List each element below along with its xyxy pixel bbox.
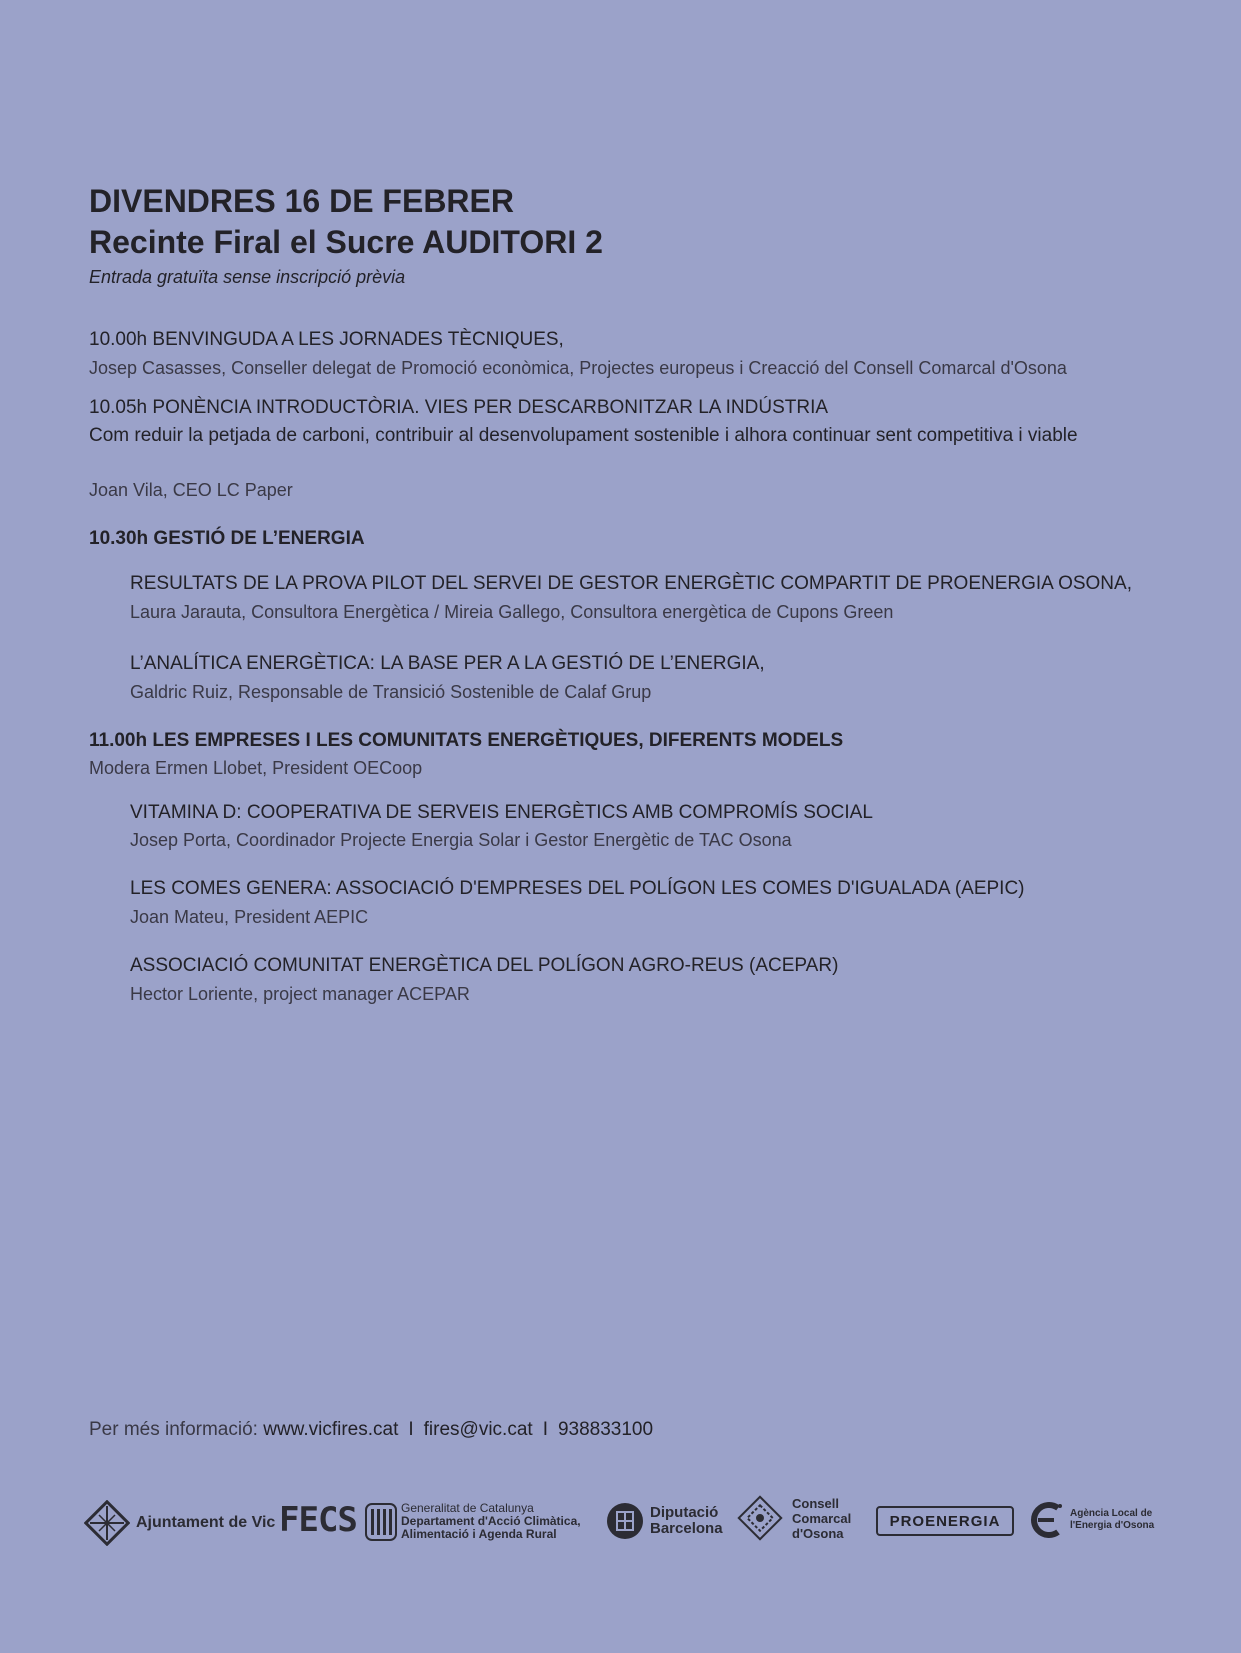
entry-note: Entrada gratuïta sense inscripció prèvia bbox=[89, 267, 406, 287]
talk-acepar-speaker: Hector Loriente, project manager ACEPAR bbox=[130, 984, 470, 1004]
ajuntament-vic-logo bbox=[84, 1500, 275, 1546]
talk-lescomes-speaker: Joan Mateu, President AEPIC bbox=[130, 907, 369, 927]
generalitat-emblem-icon bbox=[365, 1503, 397, 1541]
event-venue: Recinte Firal el Sucre AUDITORI 2 bbox=[89, 224, 603, 260]
talk-vitamina-speaker: Josep Porta, Coordinador Projecte Energia Solar i Gestor Energètic de TAC Osona bbox=[130, 830, 792, 850]
talk-vitamina-title: VITAMINA D: COOPERATIVA DE SERVEIS ENERGÈTICS AMB COMPROMÍS SOCIAL bbox=[130, 802, 873, 823]
consell-line1: Consell bbox=[792, 1495, 839, 1511]
consell-comarcal-logo bbox=[736, 1494, 851, 1542]
separator: I bbox=[542, 1419, 548, 1440]
intro-title: 10.05h PONÈNCIA INTRODUCTÒRIA. VIES PER DESCARBONITZAR LA INDÚSTRIA bbox=[89, 397, 829, 418]
sponsor-logos bbox=[84, 1490, 1164, 1550]
generalitat-line2: Departament d'Acció Climàtica, bbox=[401, 1514, 581, 1528]
event-date: DIVENDRES 16 DE FEBRER bbox=[89, 183, 514, 219]
generalitat-logo bbox=[365, 1502, 581, 1541]
diputacio-logo bbox=[606, 1502, 723, 1540]
communities-title: 11.00h LES EMPRESES I LES COMUNITATS ENERGÈTIQUES, DIFERENTS MODELS bbox=[89, 730, 844, 751]
welcome-title: 10.00h BENVINGUDA A LES JORNADES TÈCNIQUES, bbox=[89, 329, 564, 350]
website-link[interactable]: www.vicfires.cat bbox=[263, 1419, 399, 1440]
phone-number: 938833100 bbox=[557, 1419, 654, 1440]
energy-management-title: 10.30h GESTIÓ DE L’ENERGIA bbox=[89, 528, 365, 549]
ajuntament-emblem-icon bbox=[84, 1500, 130, 1546]
intro-description: Com reduir la petjada de carboni, contribuir al desenvolupament sostenible i alhora continuar sent competitiva i viable bbox=[89, 425, 1078, 446]
welcome-speaker: Josep Casasses, Conseller delegat de Promoció econòmica, Projectes europeus i Creacció del Consell Comarcal d'Osona bbox=[89, 358, 1067, 378]
diputacio-line2: Barcelona bbox=[650, 1520, 723, 1537]
intro-speaker: Joan Vila, CEO LC Paper bbox=[89, 480, 293, 500]
talk-lescomes-title: LES COMES GENERA: ASSOCIACIÓ D'EMPRESES DEL POLÍGON LES COMES D'IGUALADA (AEPIC) bbox=[130, 878, 1025, 899]
talk-acepar-title: ASSOCIACIÓ COMUNITAT ENERGÈTICA DEL POLÍGON AGRO-REUS (ACEPAR) bbox=[130, 955, 839, 976]
consell-line3: d'Osona bbox=[792, 1525, 844, 1541]
proenergia-logo: PROENERGIA bbox=[876, 1506, 1014, 1536]
generalitat-line1: Generalitat de Catalunya bbox=[401, 1501, 534, 1515]
contact-label: Per més informació: bbox=[89, 1419, 258, 1440]
fecs-logo bbox=[279, 1502, 357, 1538]
ajuntament-name: Ajuntament de Vic bbox=[136, 1514, 276, 1531]
agencia-line1: Agència Local de bbox=[1070, 1508, 1153, 1519]
email-link[interactable]: fires@vic.cat bbox=[423, 1419, 533, 1440]
talk-analytics-title: L’ANALÍTICA ENERGÈTICA: LA BASE PER A LA GESTIÓ DE L’ENERGIA, bbox=[130, 653, 765, 674]
talk-analytics-speaker: Galdric Ruiz, Responsable de Transició Sostenible de Calaf Grup bbox=[130, 682, 652, 702]
diputacio-emblem-icon bbox=[606, 1502, 644, 1540]
diputacio-line1: Diputació bbox=[650, 1504, 719, 1521]
consell-line2: Comarcal bbox=[792, 1510, 852, 1526]
generalitat-line3: Alimentació i Agenda Rural bbox=[401, 1527, 557, 1541]
separator: I bbox=[408, 1419, 414, 1440]
consell-emblem-icon bbox=[736, 1494, 784, 1542]
talk-pilot-title: RESULTATS DE LA PROVA PILOT DEL SERVEI DE GESTOR ENERGÈTIC COMPARTIT DE PROENERGIA OSONA, bbox=[130, 573, 1132, 594]
agencia-line2: l'Energia d'Osona bbox=[1070, 1520, 1155, 1531]
agencia-energia-logo bbox=[1028, 1500, 1154, 1540]
agencia-emblem-icon bbox=[1028, 1500, 1066, 1540]
fecs-wordmark: FECS bbox=[279, 1500, 357, 1540]
communities-moderator: Modera Ermen Llobet, President OECoop bbox=[89, 758, 423, 778]
contact-info bbox=[89, 1418, 653, 1442]
talk-pilot-speaker: Laura Jarauta, Consultora Energètica / Mireia Gallego, Consultora energètica de Cupons Green bbox=[130, 602, 894, 622]
